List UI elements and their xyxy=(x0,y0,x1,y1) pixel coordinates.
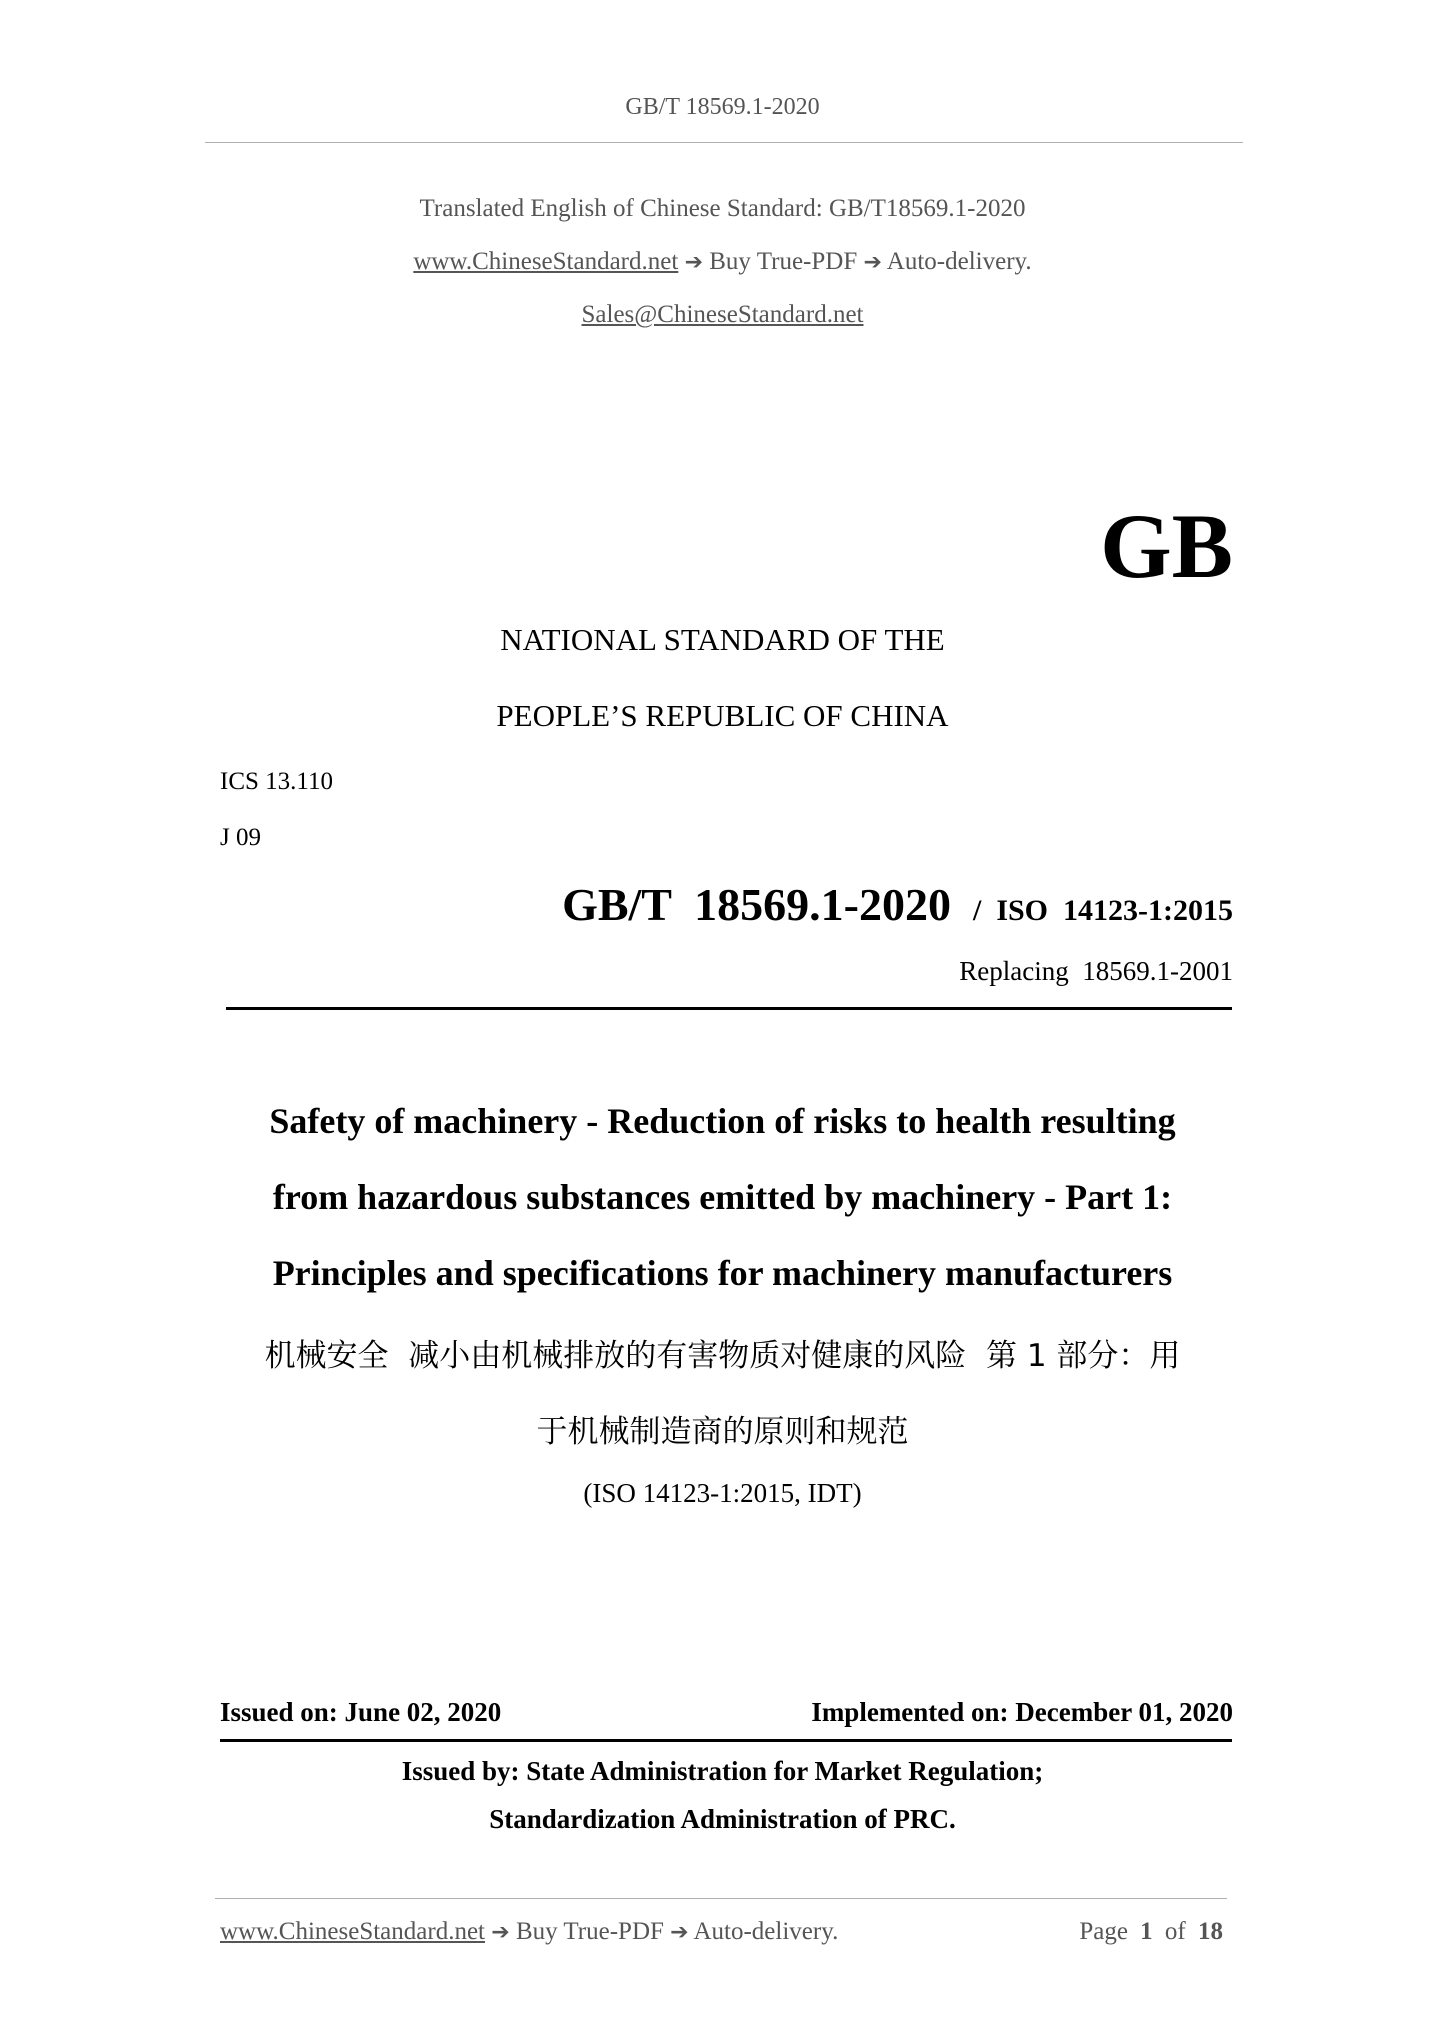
purchase-line xyxy=(0,248,1445,276)
standard-number: GB/T 18569.1-2020 xyxy=(562,879,951,930)
right-arrow-icon: ➔ xyxy=(670,1920,689,1945)
dates-divider xyxy=(220,1739,1232,1742)
translation-notice-line xyxy=(0,195,1445,223)
title-zh-line-2: 于机械制造商的原则和规范 xyxy=(536,1414,909,1450)
replacing-note: Replacing 18569.1-2001 xyxy=(959,956,1233,986)
running-header xyxy=(0,94,1445,121)
footer-purchase-line xyxy=(220,1918,838,1946)
implemented-date: Implemented on: December 01, 2020 xyxy=(811,1697,1233,1727)
ccs-code: J 09 xyxy=(220,824,261,851)
footer-site-link[interactable]: www.ChineseStandard.net xyxy=(220,1918,485,1945)
cover-divider xyxy=(226,1007,1232,1010)
issued-date: Issued on: June 02, 2020 xyxy=(220,1697,502,1727)
running-title: GB/T 18569.1-2020 xyxy=(625,94,820,120)
footer-delivery-text: Auto-delivery. xyxy=(693,1918,839,1945)
right-arrow-icon: ➔ xyxy=(863,250,882,275)
issuer-line-1: Issued by: State Administration for Market Regulation; xyxy=(401,1756,1044,1786)
header-divider xyxy=(205,142,1243,143)
sales-email-link[interactable]: Sales@ChineseStandard.net xyxy=(581,301,864,328)
ics-code: ICS 13.110 xyxy=(220,768,333,795)
right-arrow-icon: ➔ xyxy=(684,250,703,275)
footer-buy-text: Buy True-PDF xyxy=(515,1918,664,1945)
title-en-line-1: Safety of machinery - Reduction of risks to health resulting xyxy=(269,1101,1176,1141)
national-standard-line-1: NATIONAL STANDARD OF THE xyxy=(500,622,945,657)
national-standard-line-2: PEOPLE’S REPUBLIC OF CHINA xyxy=(496,698,949,733)
title-en-line-2: from hazardous substances emitted by machinery - Part 1: xyxy=(272,1177,1173,1217)
page-number: 1 xyxy=(1140,1918,1153,1945)
gb-mark: GB xyxy=(1100,495,1233,597)
title-en-line-3: Principles and specifications for machinery manufacturers xyxy=(272,1253,1173,1293)
right-arrow-icon: ➔ xyxy=(491,1920,510,1945)
issuer-line-2: Standardization Administration of PRC. xyxy=(489,1804,956,1834)
page-total: 18 xyxy=(1198,1918,1223,1945)
email-line xyxy=(0,301,1445,329)
buy-true-pdf-text: Buy True-PDF xyxy=(709,248,858,275)
iso-equivalent-number: / ISO 14123-1:2015 xyxy=(972,894,1233,927)
site-link[interactable]: www.ChineseStandard.net xyxy=(413,248,679,275)
page-counter xyxy=(1079,1918,1223,1946)
standard-number-line xyxy=(562,878,1233,931)
page-label: Page xyxy=(1079,1918,1128,1945)
of-label: of xyxy=(1164,1918,1186,1945)
footer-divider xyxy=(215,1898,1227,1899)
iso-equivalence: (ISO 14123-1:2015, IDT) xyxy=(583,1478,862,1508)
title-zh-line-1: 机械安全 减小由机械排放的有害物质对健康的风险 第 1 部分：用 xyxy=(264,1338,1181,1374)
translation-notice-text: Translated English of Chinese Standard: GB/T18569.1-2020 xyxy=(419,195,1026,222)
auto-delivery-text: Auto-delivery. xyxy=(886,248,1032,275)
